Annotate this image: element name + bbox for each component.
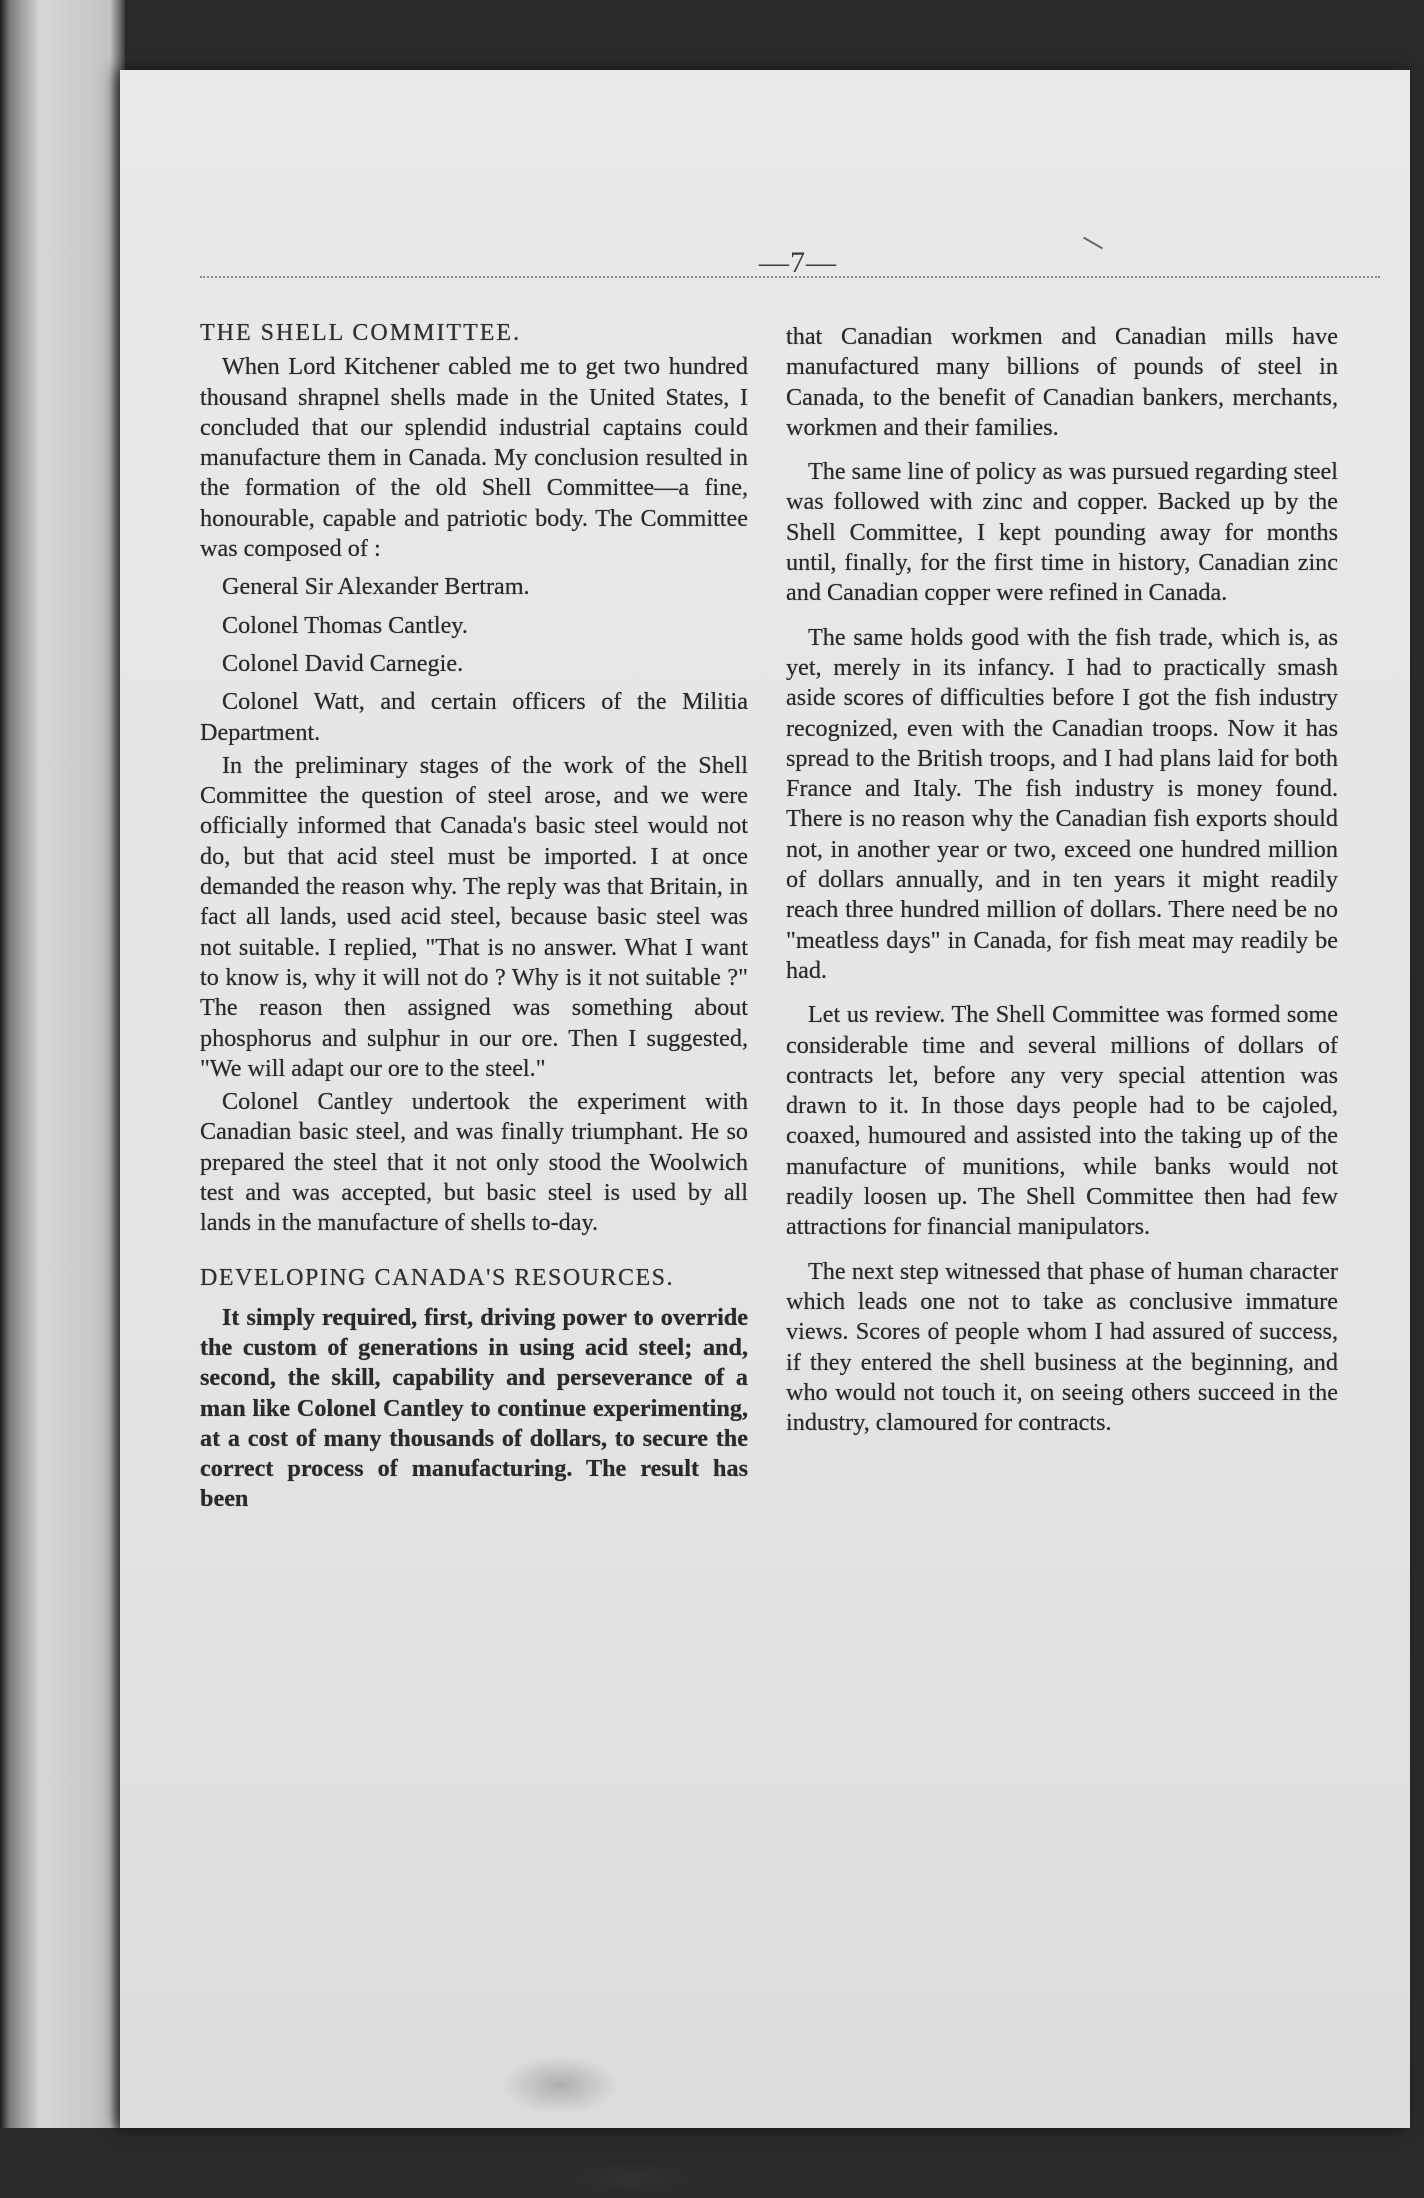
paragraph: The same holds good with the fish trade, which is, as yet, merely in its infancy. I had to practically smash aside scores of difficulties before I got the fish industry recognized, even with the Canadian troops. Now it has spread to the British troops, and I had plans laid for both France and Italy. The fish industry is money found. There is no reason why the Canadian fish exports should not, in another year or two, exceed one hundred million of dollars annually, and in ten years it might readily reach three hundred million of dollars. There need be no "meatless days" in Canada, for fish meat may readily be had. <box>786 623 1338 984</box>
left-column <box>200 318 748 1515</box>
paragraph: In the preliminary stages of the work of the Shell Committee the question of steel arose, and we were officially informed that Canada's basic steel would not do, but that acid steel must be imported. I at once demanded the reason why. The reply was that Britain, in fact all lands, used acid steel, because basic steel was not suitable. I replied, "That is no answer. What I want to know is, why it will not do ? Why is it not suitable ?" The reason then assigned was something about phosphorus and sulphur in our ore. Then I suggested, "We will adapt our ore to the steel." <box>200 751 748 1082</box>
paragraph: When Lord Kitchener cabled me to get two hundred thousand shrapnel shells made in the United States, I concluded that our splendid industrial captains could manufacture them in Canada. My conclusion resulted in the formation of the old Shell Committee—a fine, honourable, capable and patriotic body. The Committee was composed of : <box>200 353 748 563</box>
right-column <box>786 322 1338 1438</box>
paragraph: The next step witnessed that phase of human character which leads one not to take as conclusive immature views. Scores of people whom I had assured of success, if they entered the shell business at the beginning, and who would not touch it, on seeing others succeed in the industry, clamoured for contracts. <box>786 1257 1338 1437</box>
paragraph: Colonel Cantley undertook the experiment with Canadian basic steel, and was finally triumphant. He so prepared the steel that it not only stood the Woolwich test and was accepted, but basic steel is used by all lands in the manufacture of shells to-day. <box>200 1088 748 1237</box>
section-heading: THE SHELL COMMITTEE. <box>200 320 522 346</box>
paragraph: that Canadian workmen and Canadian mills have manufactured many billions of pounds of steel in Canada, to the benefit of Canadian bankers, merchants, workmen and their families. <box>786 323 1338 441</box>
committee-member: General Sir Alexander Bertram. <box>222 573 530 601</box>
page-number: —7— <box>759 246 837 279</box>
header-rule <box>200 276 1380 278</box>
ink-smudge <box>500 2055 620 2115</box>
adjacent-page-edge <box>0 0 125 2128</box>
committee-member: Colonel David Carnegie. <box>222 649 464 677</box>
paragraph: The same line of policy as was pursued regarding steel was followed with zinc and copper. Backed up by the Shell Committee, I kept pounding away for months until, finally, for the first time in history, Canadian zinc and Canadian copper were refined in Canada. <box>786 458 1338 607</box>
paragraph: It simply required, first, driving power to override the custom of generations in using acid steel; and, second, the skill, capability and perseverance of a man like Colonel Cantley to continue experimenting, at a cost of many thousands of dollars, to secure the correct process of manufacturing. The result has been <box>200 1303 748 1513</box>
committee-member: Colonel Thomas Cantley. <box>222 611 468 639</box>
committee-member: Colonel Watt, and certain officers of the Militia Department. <box>200 688 748 746</box>
section-heading: DEVELOPING CANADA'S RESOURCES. <box>200 1264 675 1291</box>
ink-smudge <box>560 2160 700 2198</box>
paragraph: Let us review. The Shell Committee was formed some considerable time and several millions of dollars of contracts let, before any very special attention was drawn to it. In those days people had to be cajoled, coaxed, humoured and assisted into the taking up of the manufacture of munitions, while banks would not readily loosen up. The Shell Committee then had few attractions for financial manipulators. <box>786 1001 1338 1241</box>
paper-mark <box>1083 237 1103 250</box>
